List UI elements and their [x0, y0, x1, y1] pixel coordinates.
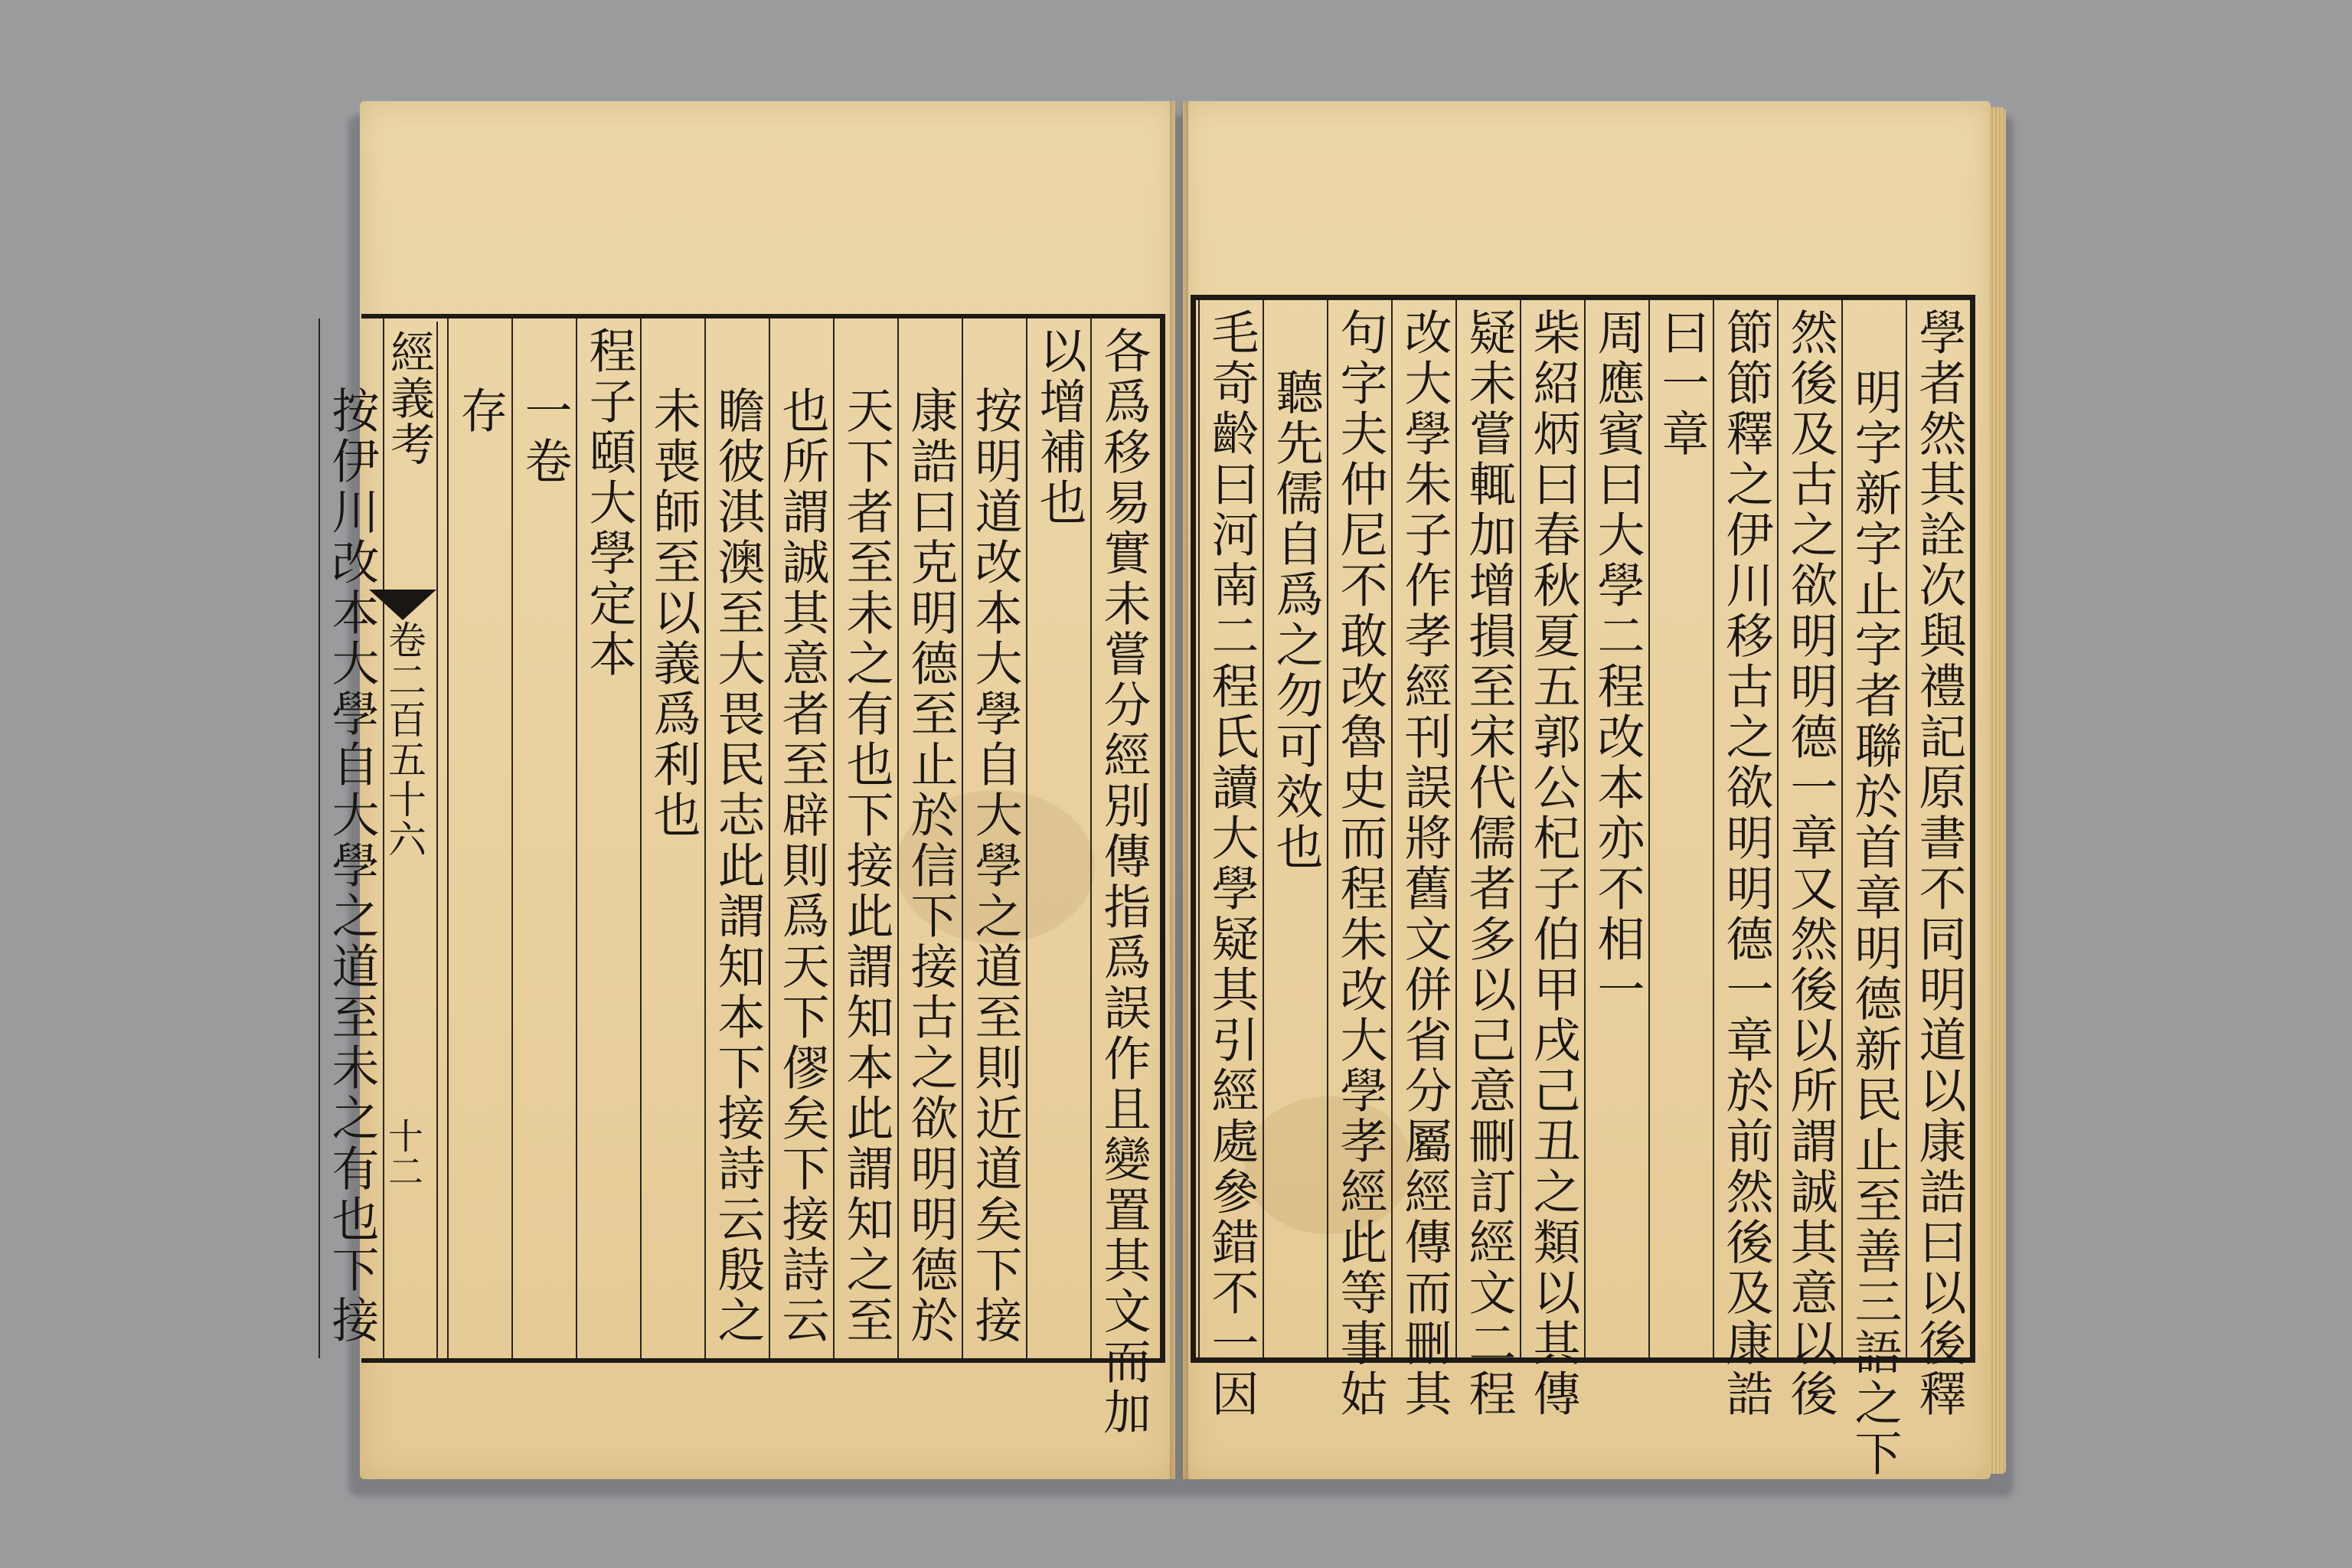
right-text-column: 改大學朱子作孝經刊誤將舊文併省分屬經傳而刪其 — [1396, 308, 1452, 1419]
left-text-column: 存 — [452, 386, 508, 436]
right-text-column: 學者然其詮次與禮記原書不同明道以康誥曰以後釋 — [1911, 308, 1967, 1419]
left-text-column: 按伊川改本大學自大學之道至未之有也下接 — [324, 386, 380, 1346]
right-text-column: 明字新字止字者聯於首章明德新民止至善三語之下 — [1847, 368, 1903, 1479]
left-text-column: 天下者至未之有也下接此謂知本此謂知之至 — [838, 386, 894, 1346]
left-text-column: 程子頤大學定本 — [581, 326, 637, 680]
right-text-frame — [1191, 295, 1975, 1479]
right-text-column: 然後及古之欲明明德一章又然後以所謂誠其意以後 — [1782, 308, 1838, 1419]
right-text-column: 句字夫仲尼不敢改魯史而程朱改大學孝經此等事姑 — [1332, 308, 1388, 1419]
left-text-column: 也所謂誠其意者至辟則爲天下僇矣下接詩云 — [774, 386, 830, 1346]
column-rule — [447, 318, 449, 1358]
left-text-column: 未喪師至以義爲利也 — [645, 386, 701, 841]
left-text-frame — [324, 314, 1165, 1438]
right-text-column: 柴紹炳曰春秋夏五郭公杞子伯甲戌己丑之類以其傳 — [1525, 308, 1581, 1419]
book-title-margin: 經義考 — [383, 329, 435, 467]
left-text-column: 一卷 — [517, 386, 573, 487]
left-text-column: 康誥曰克明德至止於信下接古之欲明明德於 — [903, 386, 959, 1346]
book-gutter — [1170, 101, 1188, 1479]
page-edges — [1989, 107, 2006, 1474]
left-text-column: 各爲移易實未嘗分經別傳指爲誤作且變置其文而加 — [1096, 326, 1152, 1438]
right-text-column: 疑未嘗輒加增損至宋代儒者多以己意刪訂經文二程 — [1461, 308, 1517, 1419]
right-text-column: 節節釋之伊川移古之欲明明德一章於前然後及康誥 — [1718, 308, 1774, 1419]
volume-margin: 卷二百五十六 — [382, 620, 426, 859]
left-text-column: 瞻彼淇澳至大畏民志此謂知本下接詩云殷之 — [710, 386, 766, 1346]
right-text-column: 毛奇齡曰河南二程氏讀大學疑其引經處參錯不一因 — [1204, 308, 1259, 1419]
left-text-column: 以增補也 — [1031, 326, 1087, 528]
right-text-column: 曰一章 — [1654, 308, 1710, 459]
left-center-strip — [369, 322, 438, 1359]
left-text-column: 按明道改本大學自大學之道至則近道矣下接 — [967, 386, 1023, 1346]
leaf-number: 十二 — [383, 1118, 424, 1188]
right-text-column: 周應賓曰大學二程改本亦不相一 — [1589, 308, 1645, 1015]
right-text-column: 聽先儒自爲之勿可效也 — [1268, 368, 1324, 873]
